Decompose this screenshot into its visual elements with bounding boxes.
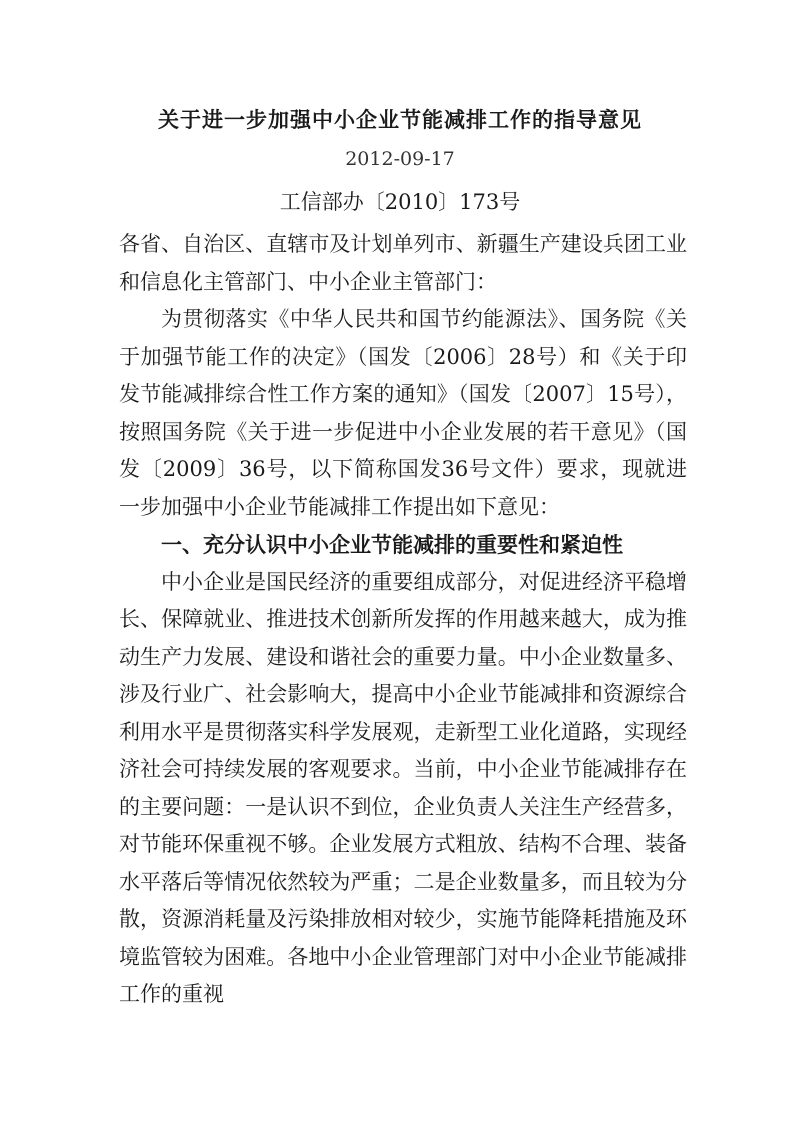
document-number: 工信部办〔2010〕173号 <box>279 190 521 214</box>
document-title: 关于进一步加强中小企业节能减排工作的指导意见 <box>158 107 642 132</box>
section-heading: 一、充分认识中小企业节能减排的重要性和紧迫性 <box>161 532 623 557</box>
intro-paragraph: 为贯彻落实《中华人民共和国节约能源法》、国务院《关于加强节能工作的决定》（国发〔2006〕28号）和《关于印发节能减排综合性工作方案的通知》（国发〔2007〕15号），按照国务院《关于进一步促进中小企业发展的若干意见》（国发〔2009〕36号，以下简称国发36号文件）要求，现就进一步加强中小企业节能减排工作提出如下意见： <box>119 307 687 519</box>
document-body <box>119 226 687 1014</box>
document-date: 2012-09-17 <box>345 148 455 170</box>
section-body-paragraph: 中小企业是国民经济的重要组成部分，对促进经济平稳增长、保障就业、推进技术创新所发挥的作用越来越大，成为推动生产力发展、建设和谐社会的重要力量。中小企业数量多、涉及行业广、社会影响大，提高中小企业节能减排和资源综合利用水平是贯彻落实科学发展观，走新型工业化道路，实现经济社会可持续发展的客观要求。当前，中小企业节能减排存在的主要问题：一是认识不到位，企业负责人关注生产经营多，对节能环保重视不够。企业发展方式粗放、结构不合理、装备水平落后等情况依然较为严重；二是企业数量多，而且较为分散，资源消耗量及污染排放相对较少，实施节能降耗措施及环境监管较为困难。各地中小企业管理部门对中小企业节能减排工作的重视 <box>119 569 687 1006</box>
addressee-paragraph: 各省、自治区、直辖市及计划单列市、新疆生产建设兵团工业和信息化主管部门、中小企业主管部门： <box>119 232 687 294</box>
